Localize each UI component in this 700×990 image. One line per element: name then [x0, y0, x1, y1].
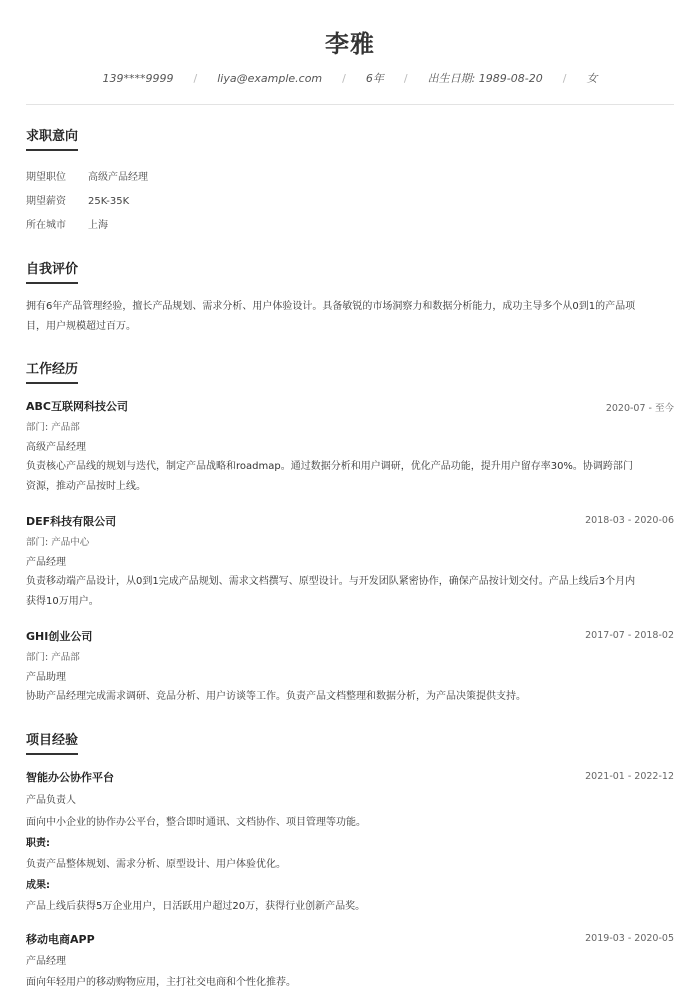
- work-company: GHI创业公司: [26, 630, 93, 643]
- contact-bar: [0, 70, 700, 86]
- project-name: 移动电商APP: [26, 933, 95, 946]
- work-company: ABC互联网科技公司: [26, 400, 128, 413]
- work-role: 产品经理: [26, 557, 66, 568]
- project-result: 产品上线后获得5万企业用户，日活跃用户超过20万，获得行业创新产品奖。: [26, 901, 366, 912]
- work-role: 高级产品经理: [26, 442, 86, 453]
- work-dept: 部门: 产品部: [26, 422, 80, 433]
- section-title-summary: 自我评价: [26, 258, 78, 277]
- section-title-projects: 项目经验: [26, 729, 78, 748]
- email: liya@example.com: [217, 71, 323, 85]
- separator: /: [193, 71, 198, 85]
- position-value: 高级产品经理: [88, 172, 148, 183]
- summary-line: 目，用户规模超过百万。: [26, 321, 136, 332]
- salary-value: 25K-35K: [88, 196, 130, 207]
- section-title-intent: 求职意向: [26, 125, 78, 144]
- project-role: 产品经理: [26, 956, 66, 967]
- project-date: 2019-03 - 2020-05: [585, 933, 674, 944]
- experience-years: 6年: [365, 72, 384, 85]
- phone: 139****9999: [102, 71, 174, 85]
- project-result-label: 成果:: [26, 880, 50, 891]
- work-date: 2020-07 - 至今: [605, 403, 674, 414]
- birth-date: 出生日期: 1989-08-20: [427, 72, 543, 85]
- intent-salary-row: [26, 192, 129, 207]
- intent-position-row: [26, 168, 148, 183]
- salary-label: 期望薪资: [26, 196, 66, 207]
- separator: /: [342, 71, 346, 85]
- work-description: [26, 572, 676, 612]
- work-description-line: 协助产品经理完成需求调研、竞品分析、用户访谈等工作。负责产品文档整理和数据分析，为产品决策提供支持。: [26, 691, 526, 702]
- city-value: 上海: [88, 220, 108, 231]
- project-date: 2021-01 - 2022-12: [585, 771, 674, 782]
- work-description-line: 资源，推动产品按时上线。: [26, 481, 146, 492]
- project-duty: 负责产品整体规划、需求分析、原型设计、用户体验优化。: [26, 859, 286, 870]
- section-title-work: 工作经历: [26, 358, 78, 377]
- project-duty-label: 职责:: [26, 838, 50, 849]
- summary-line: 拥有6年产品管理经验，擅长产品规划、需求分析、用户体验设计。具备敏锐的市场洞察力和数据分析能力，成功主导多个从0到1的产品项: [26, 301, 636, 312]
- work-company: DEF科技有限公司: [26, 515, 117, 528]
- separator: /: [403, 71, 408, 85]
- intent-city-row: [26, 216, 108, 231]
- project-description: 面向中小企业的协作办公平台，整合即时通讯、文档协作、项目管理等功能。: [26, 817, 366, 828]
- work-date: 2017-07 - 2018-02: [585, 630, 674, 641]
- summary-text: [26, 297, 676, 337]
- project-role: 产品负责人: [26, 795, 76, 806]
- work-role: 产品助理: [26, 672, 66, 683]
- work-dept: 部门: 产品部: [26, 652, 80, 663]
- work-description-line: 负责核心产品线的规划与迭代，制定产品战略和roadmap。通过数据分析和用户调研，优化产品功能，提升用户留存率30%。协调跨部门: [26, 461, 633, 472]
- work-description-line: 获得10万用户。: [26, 596, 99, 607]
- work-dept: 部门: 产品中心: [26, 537, 90, 548]
- candidate-name: 李雅: [325, 30, 375, 58]
- position-label: 期望职位: [26, 172, 66, 183]
- project-description: 面向年轻用户的移动购物应用，主打社交电商和个性化推荐。: [26, 977, 296, 988]
- work-date: 2018-03 - 2020-06: [585, 515, 674, 526]
- project-name: 智能办公协作平台: [26, 771, 114, 784]
- separator: /: [562, 71, 567, 85]
- work-description-line: 负责移动端产品设计，从0到1完成产品规划、需求文档撰写、原型设计。与开发团队紧密协作，确保产品按计划交付。产品上线后3个月内: [26, 576, 636, 587]
- gender: 女: [586, 72, 598, 85]
- work-description: [26, 457, 676, 497]
- city-label: 所在城市: [26, 220, 66, 231]
- work-description: [26, 687, 676, 707]
- header-divider: [26, 104, 674, 105]
